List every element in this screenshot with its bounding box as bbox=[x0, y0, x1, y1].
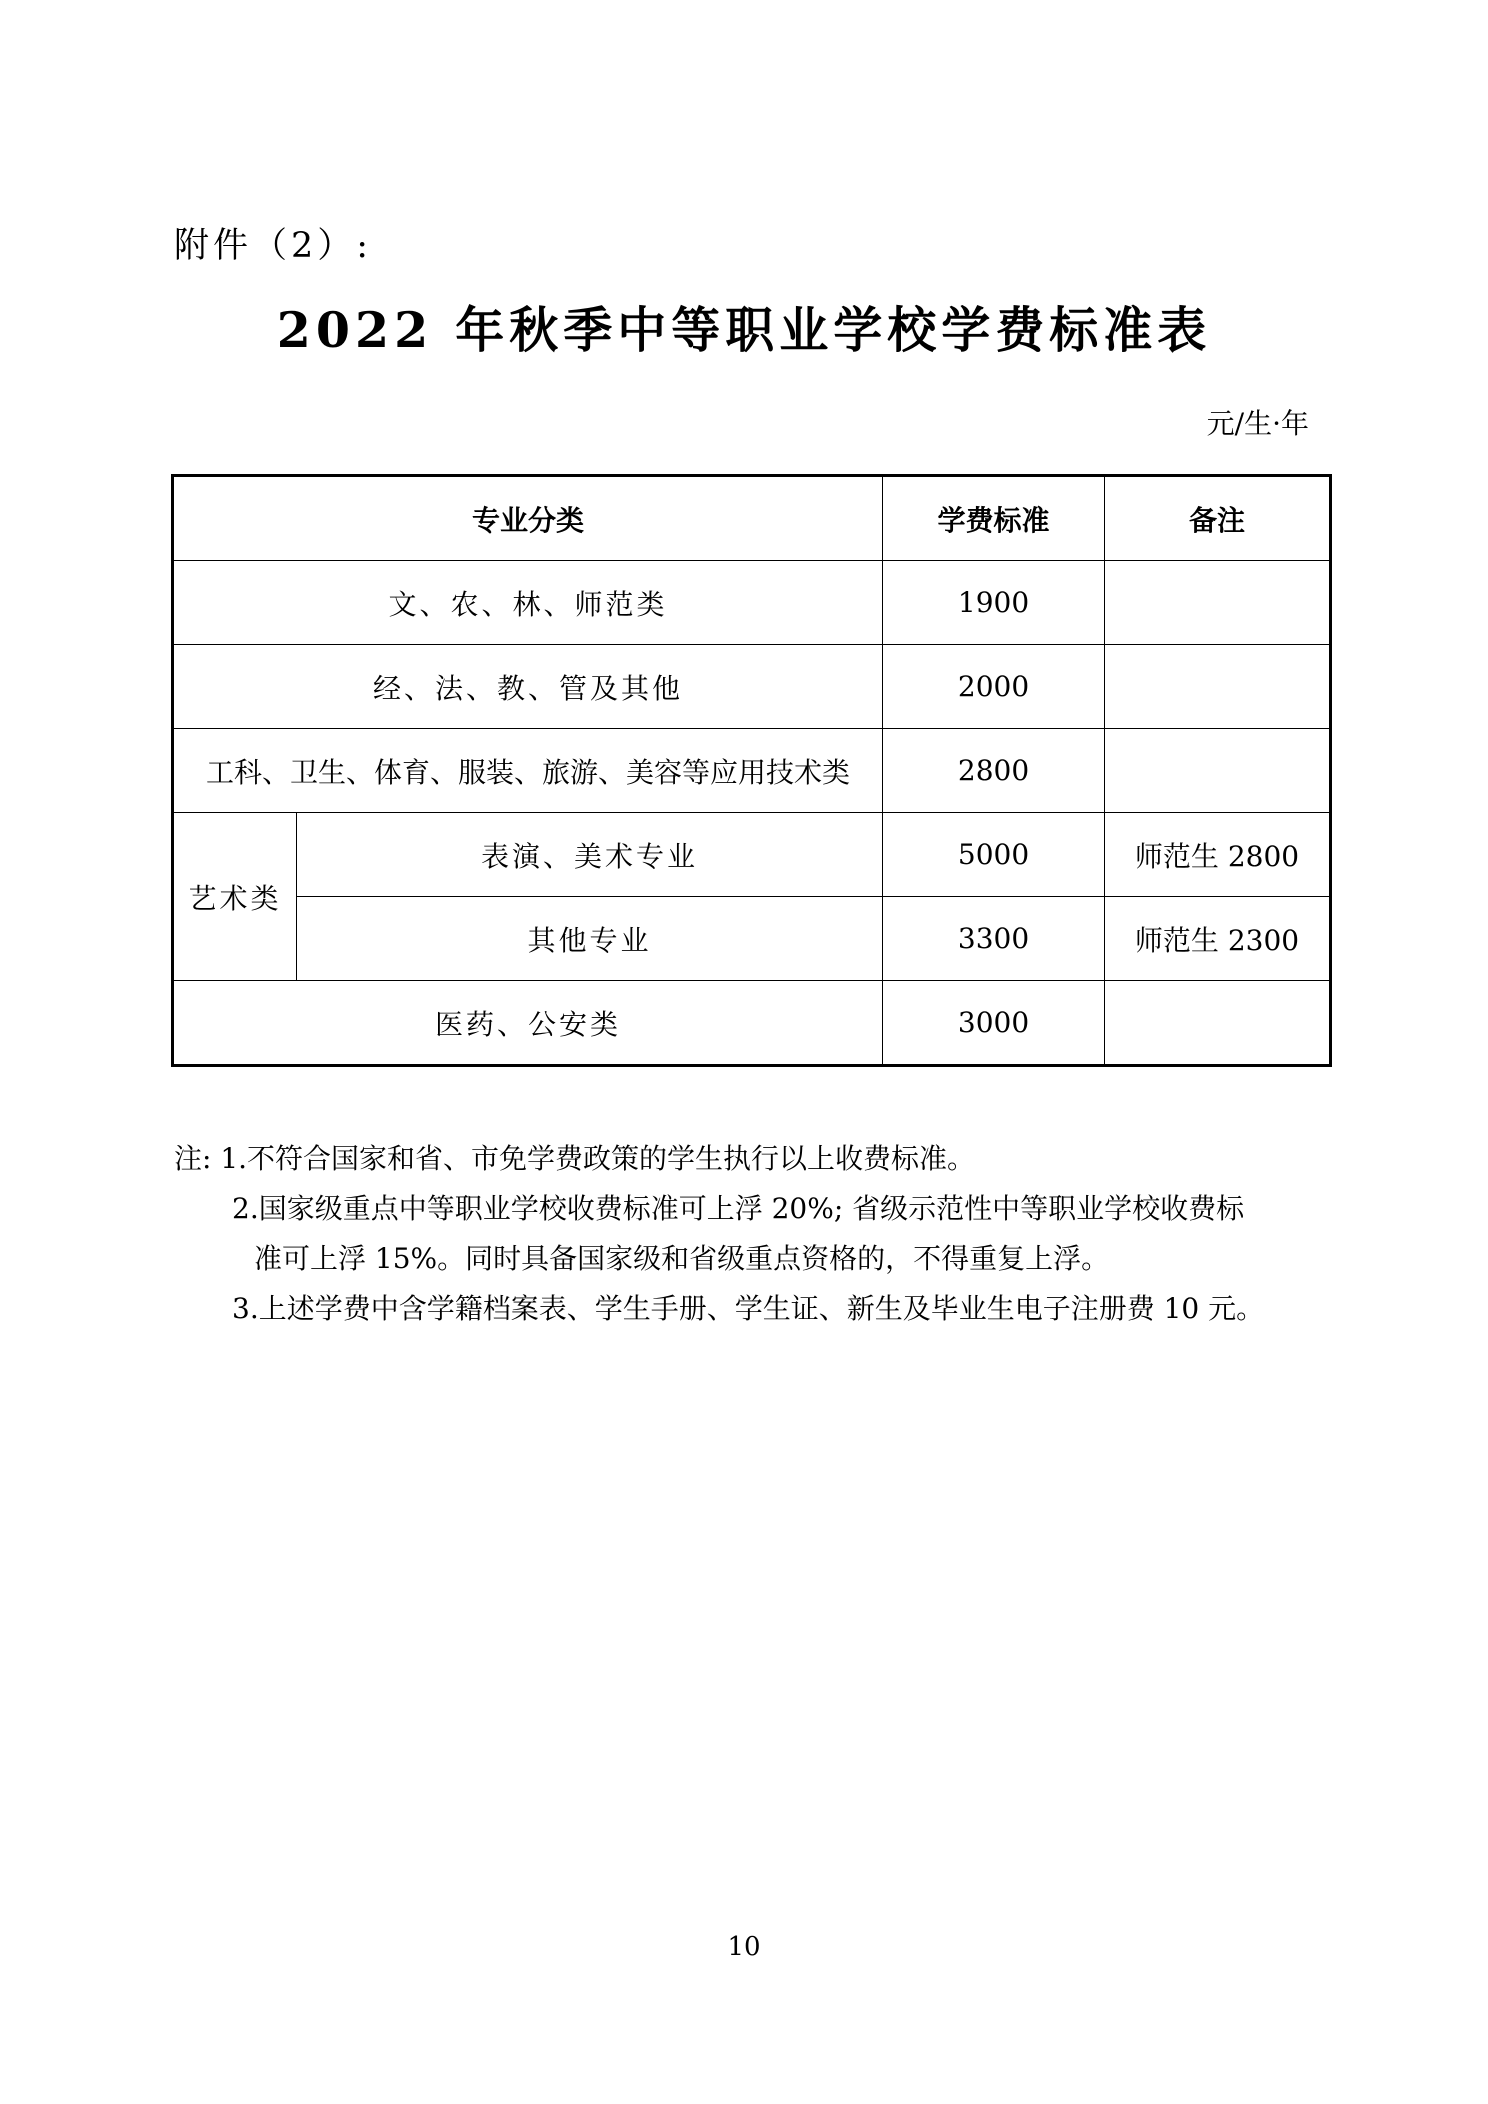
note-item: 3.上述学费中含学籍档案表、学生手册、学生证、新生及毕业生电子注册费 10 元。 bbox=[232, 1292, 1265, 1325]
remark-cell bbox=[1105, 981, 1331, 1066]
fee-cell: 3300 bbox=[883, 897, 1105, 981]
notes-prefix: 注: bbox=[174, 1142, 212, 1175]
note-item: 准可上浮 15%。同时具备国家级和省级重点资格的，不得重复上浮。 bbox=[254, 1242, 1110, 1275]
table-row bbox=[173, 729, 1331, 813]
page-number: 10 bbox=[727, 1932, 761, 1962]
fee-cell: 2000 bbox=[883, 645, 1105, 729]
table-row bbox=[173, 981, 1331, 1066]
category-cell: 医药、公安类 bbox=[173, 981, 883, 1066]
remark-cell bbox=[1105, 645, 1331, 729]
remark-cell bbox=[1105, 561, 1331, 645]
note-line bbox=[174, 1284, 1324, 1334]
category-cell: 经、法、教、管及其他 bbox=[173, 645, 883, 729]
fee-cell: 3000 bbox=[883, 981, 1105, 1066]
subcategory-cell: 其他专业 bbox=[297, 897, 883, 981]
fee-cell: 2800 bbox=[883, 729, 1105, 813]
category-cell: 文、农、林、师范类 bbox=[173, 561, 883, 645]
notes-section bbox=[174, 1134, 1324, 1334]
remark-cell bbox=[1105, 729, 1331, 813]
subcategory-cell: 表演、美术专业 bbox=[297, 813, 883, 897]
header-category: 专业分类 bbox=[173, 476, 883, 561]
note-line bbox=[174, 1234, 1324, 1284]
remark-cell: 师范生 2800 bbox=[1105, 813, 1331, 897]
table-row bbox=[173, 897, 1331, 981]
unit-label: 元/生·年 bbox=[1206, 407, 1309, 440]
art-group-cell: 艺术类 bbox=[173, 813, 297, 981]
header-fee: 学费标准 bbox=[883, 476, 1105, 561]
note-item: 2.国家级重点中等职业学校收费标准可上浮 20%; 省级示范性中等职业学校收费标 bbox=[232, 1192, 1245, 1225]
fee-table bbox=[171, 474, 1332, 1067]
table-row bbox=[173, 813, 1331, 897]
note-item: 1.不符合国家和省、市免学费政策的学生执行以上收费标准。 bbox=[220, 1142, 976, 1175]
table-row bbox=[173, 645, 1331, 729]
table-row bbox=[173, 561, 1331, 645]
note-line bbox=[174, 1184, 1324, 1234]
fee-cell: 5000 bbox=[883, 813, 1105, 897]
fee-cell: 1900 bbox=[883, 561, 1105, 645]
note-line bbox=[174, 1134, 1324, 1184]
remark-cell: 师范生 2300 bbox=[1105, 897, 1331, 981]
category-cell: 工科、卫生、体育、服装、旅游、美容等应用技术类 bbox=[173, 729, 883, 813]
attachment-label: 附件（2）: bbox=[174, 226, 373, 266]
header-remark: 备注 bbox=[1105, 476, 1331, 561]
page-title: 2022 年秋季中等职业学校学费标准表 bbox=[276, 301, 1212, 359]
table-header-row bbox=[173, 476, 1331, 561]
